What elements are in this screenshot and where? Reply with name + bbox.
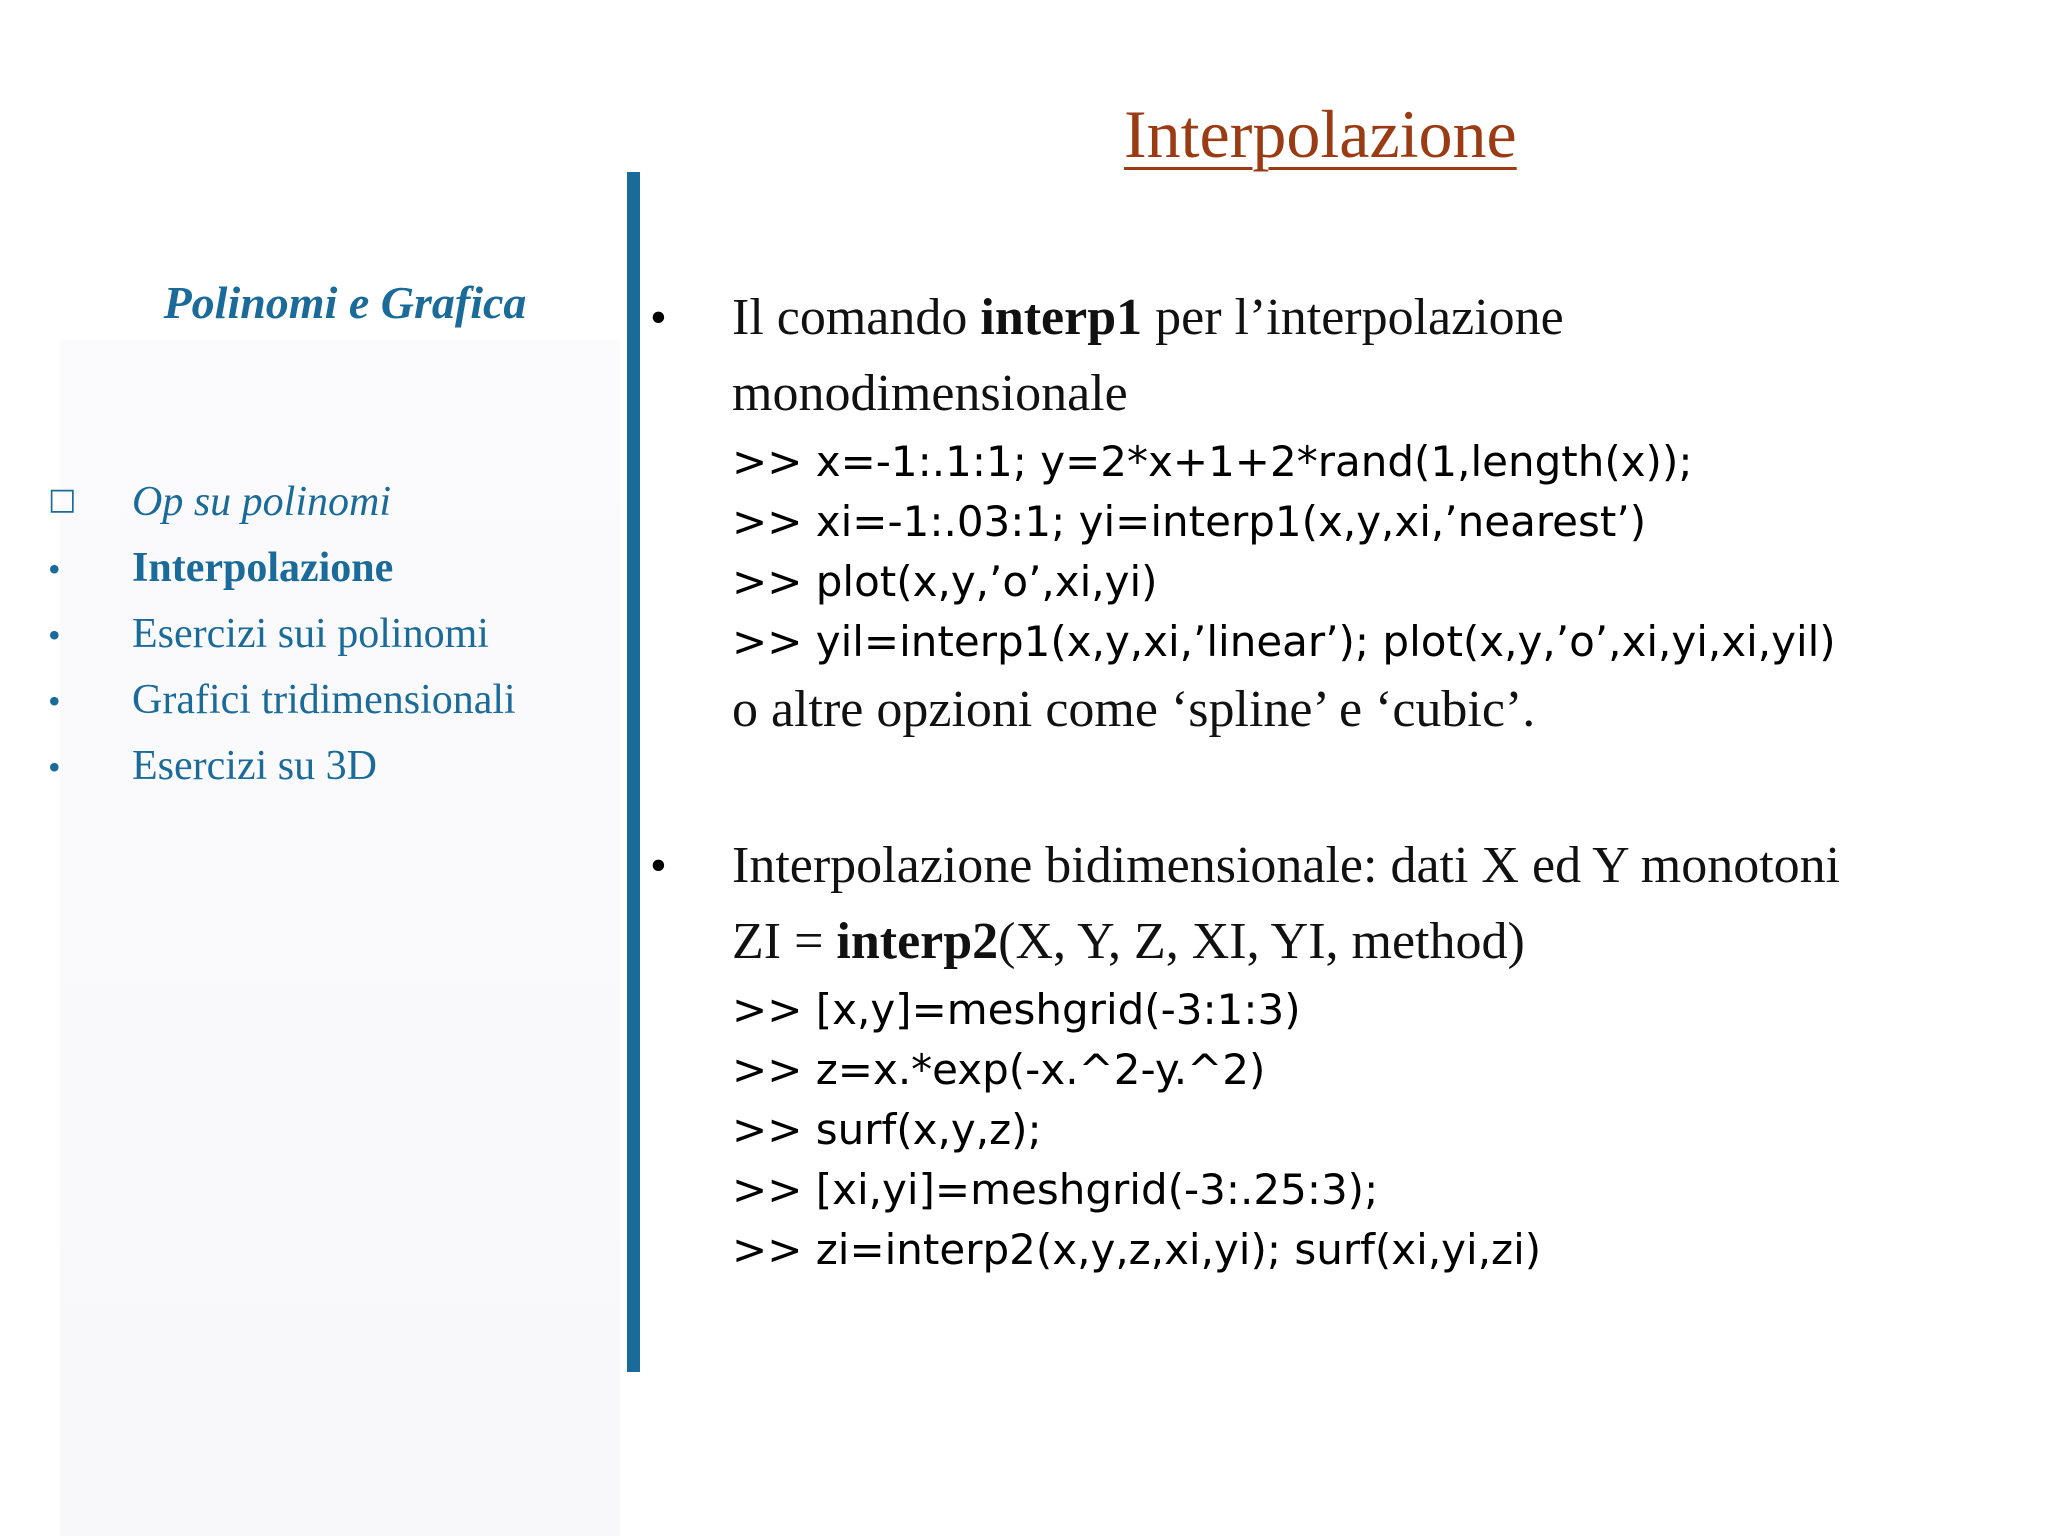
interp1-intro: Il comando interp1 per l’interpolazione	[732, 289, 1564, 346]
sidebar-item-label: Esercizi su 3D	[132, 743, 377, 789]
interp1-outro: o altre opzioni come ‘spline’ e ‘cubic’.	[732, 681, 1536, 738]
interp2-formula: ZI = interp2(X, Y, Z, XI, YI, method)	[732, 913, 1525, 970]
sidebar-item-label: Grafici tridimensionali	[132, 677, 516, 723]
checkbox-icon: □	[48, 482, 77, 517]
code-line: >> [x,y]=meshgrid(-3:1:3)	[732, 985, 1301, 1034]
code-line: >> yil=interp1(x,y,xi,’linear’); plot(x,y,’o’,xi,yi,xi,yil)	[732, 617, 1836, 666]
sidebar-item-grafici-tridimensionali[interactable]	[48, 676, 516, 742]
interp1-command: interp1	[980, 289, 1143, 346]
bullet-icon: •	[48, 615, 61, 655]
code-line: >> x=-1:.1:1; y=2*x+1+2*rand(1,length(x));	[732, 437, 1693, 486]
interp2-command: interp2	[836, 913, 999, 970]
bullet-interp2	[650, 828, 2010, 1280]
sidebar-item-label: Esercizi sui polinomi	[132, 611, 489, 657]
bullet-icon: •	[48, 681, 61, 721]
code-line: >> z=x.*exp(-x.^2-y.^2)	[732, 1045, 1266, 1094]
sidebar-item-esercizi-3d[interactable]	[48, 742, 516, 808]
code-line: >> surf(x,y,z);	[732, 1105, 1042, 1154]
code-line: >> plot(x,y,’o’,xi,yi)	[732, 557, 1158, 606]
sidebar-item-label: Interpolazione	[132, 545, 394, 591]
bullet-interp1	[650, 280, 2010, 748]
code-line: >> [xi,yi]=meshgrid(-3:.25:3);	[732, 1165, 1379, 1214]
sidebar-item-esercizi-polinomi[interactable]	[48, 610, 516, 676]
page-title: Interpolazione	[1124, 96, 1517, 172]
code-line: >> zi=interp2(x,y,z,xi,yi); surf(xi,yi,zi)	[732, 1225, 1542, 1274]
bullet-icon: •	[48, 747, 61, 787]
sidebar-item-interpolazione[interactable]	[48, 544, 516, 610]
sidebar-item-label: Op su polinomi	[132, 479, 392, 525]
interp2-intro: Interpolazione bidimensionale: dati X ed Y monotoni	[732, 837, 1841, 894]
vertical-divider	[627, 172, 640, 1372]
sidebar-item-op-su-polinomi[interactable]	[48, 478, 516, 544]
code-line: >> xi=-1:.03:1; yi=interp1(x,y,xi,’nearest’)	[732, 497, 1647, 546]
main-content	[650, 280, 2010, 1280]
bullet-icon: •	[650, 291, 667, 344]
bullet-icon: •	[650, 839, 667, 892]
sidebar-nav	[48, 478, 516, 808]
interp1-intro-line2: monodimensionale	[732, 365, 1128, 422]
bullet-icon: •	[48, 549, 61, 589]
sidebar-title: Polinomi e Grafica	[163, 277, 527, 328]
